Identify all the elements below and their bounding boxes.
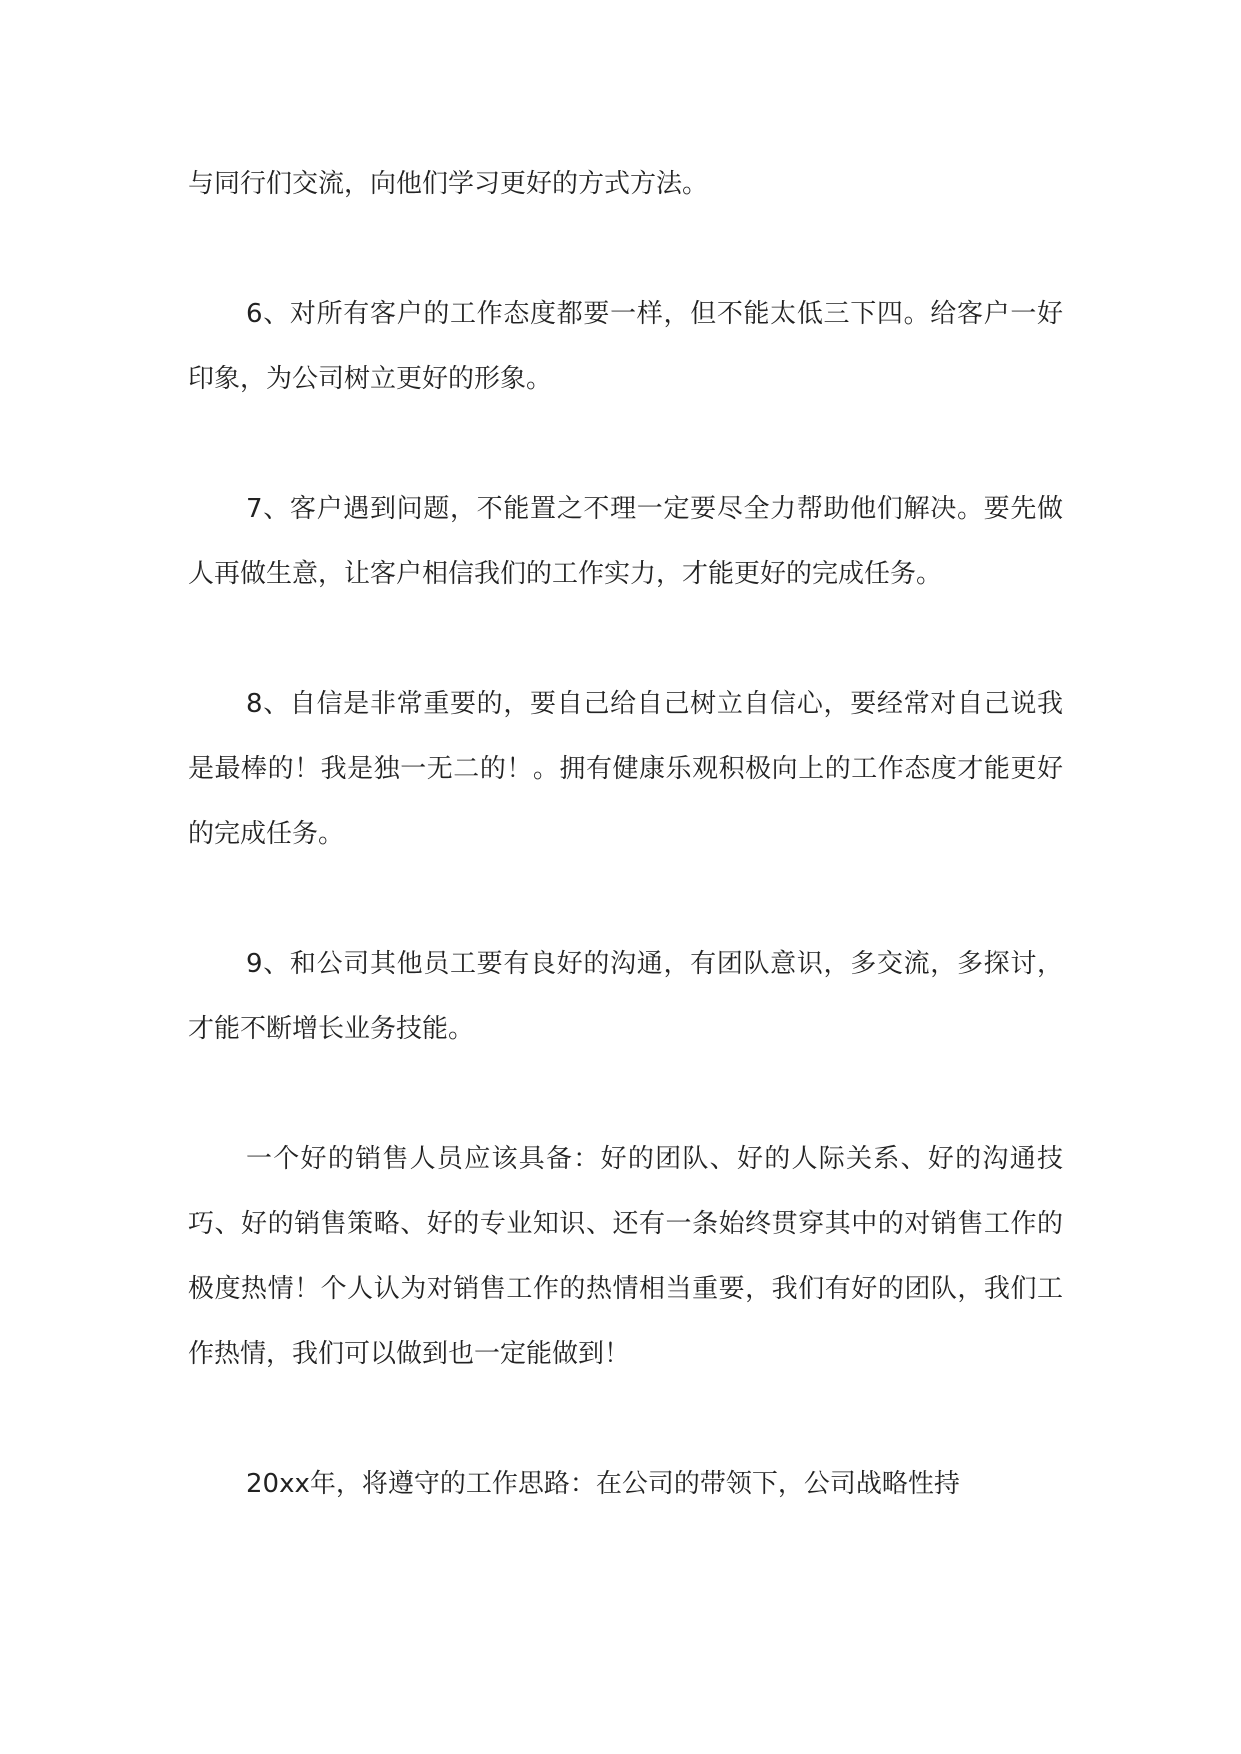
paragraph-sales-qualities: 一个好的销售人员应该具备：好的团队、好的人际关系、好的沟通技巧、好的销售策略、好的专业知识、还有一条始终贯穿其中的对销售工作的极度热情！个人认为对销售工作的热情相当重要，我们有好的团队，我们工作热情，我们可以做到也一定能做到！ [188,1144,1063,1369]
paragraph-continuation: 与同行们交流，向他们学习更好的方式方法。 [188,169,709,199]
paragraph-item-8: 8、自信是非常重要的，要自己给自己树立自信心，要经常对自己说我是最棒的！我是独一无二的！。拥有健康乐观积极向上的工作态度才能更好的完成任务。 [188,689,1063,849]
paragraph-item-6: 6、对所有客户的工作态度都要一样，但不能太低三下四。给客户一好印象，为公司树立更好的形象。 [188,299,1063,394]
paragraph-item-9: 9、和公司其他员工要有良好的沟通，有团队意识，多交流，多探讨，才能不断增长业务技能。 [188,949,1063,1044]
document-body [188,152,1063,1582]
paragraph-work-plan: 20xx年，将遵守的工作思路：在公司的带领下，公司战略性持 [246,1469,960,1499]
paragraph-item-7: 7、客户遇到问题，不能置之不理一定要尽全力帮助他们解决。要先做人再做生意，让客户相信我们的工作实力，才能更好的完成任务。 [188,494,1063,589]
